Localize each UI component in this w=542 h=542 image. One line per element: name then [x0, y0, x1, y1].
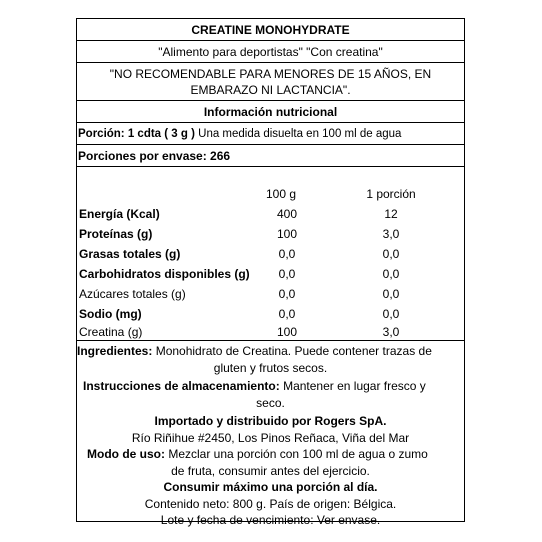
- portion-desc: Una medida disuelta en 100 ml de agua: [194, 128, 402, 140]
- nutrient-portion-fat: 0,0: [382, 247, 400, 261]
- nutrient-name-sugars: Azúcares totales (g): [79, 287, 186, 301]
- storage-label: Instrucciones de almacenamiento:: [83, 379, 280, 393]
- nutrient-name-energy: Energía (Kcal): [79, 207, 160, 221]
- nutrient-100g-sugars: 0,0: [278, 287, 296, 301]
- col-header-100g: 100 g: [265, 187, 297, 201]
- net-content-text: Contenido neto: 800 g. País de origen: Bélgica.: [144, 496, 397, 511]
- nutrient-table: [77, 167, 464, 341]
- nutrient-100g-protein: 100: [276, 227, 298, 241]
- nutrient-portion-creatine: 3,0: [382, 325, 400, 339]
- servings-row: [77, 145, 464, 167]
- info-header: [77, 101, 464, 123]
- nutrient-name-fat: Grasas totales (g): [79, 247, 181, 261]
- product-subtitle-text: "Alimento para deportistas" "Con creatina": [158, 45, 383, 59]
- product-subtitle: [77, 41, 464, 63]
- nutrient-portion-carbs: 0,0: [382, 267, 400, 281]
- info-header-text: Información nutricional: [203, 105, 338, 119]
- nutrient-name-sodium: Sodio (mg): [79, 307, 142, 321]
- portion-row: [77, 123, 464, 145]
- usage-label: Modo de uso:: [87, 447, 165, 461]
- product-title-text: CREATINE MONOHYDRATE: [191, 23, 350, 37]
- nutrient-name-protein: Proteínas (g): [79, 227, 153, 241]
- nutrient-100g-creatine: 100: [276, 325, 298, 339]
- warning-box: [77, 63, 464, 101]
- lot-text: Lote y fecha de vencimiento: Ver envase.: [160, 513, 381, 527]
- usage-text-1: Mezclar una porción con 100 ml de agua o zumo: [165, 447, 428, 461]
- storage-line-1: [77, 378, 464, 395]
- nutrient-name-creatine: Creatina (g): [79, 325, 143, 339]
- nutrient-100g-carbs: 0,0: [278, 267, 296, 281]
- storage-text-1: Mantener en lugar fresco y: [279, 379, 426, 393]
- usage-line-1: [77, 446, 464, 463]
- address-text: Río Riñihue #2450, Los Pinos Reñaca, Viña del Mar: [131, 430, 410, 445]
- usage-text-2: de fruta, consumir antes del ejercicio.: [171, 463, 370, 478]
- nutrient-portion-energy: 12: [384, 207, 398, 221]
- nutrition-label: [76, 18, 465, 527]
- col-header-portion: 1 porción: [366, 187, 416, 201]
- ingredients-text-2: gluten y frutos secos.: [213, 360, 328, 375]
- nutrient-100g-fat: 0,0: [278, 247, 296, 261]
- nutrient-portion-sugars: 0,0: [382, 287, 400, 301]
- ingredients-label: Ingredientes:: [77, 344, 153, 358]
- nutrient-100g-sodium: 0,0: [278, 307, 296, 321]
- ingredients-line-1: [77, 343, 464, 360]
- nutrient-name-carbs: Carbohidratos disponibles (g): [79, 267, 250, 281]
- portion-label: Porción: 1 cdta ( 3 g ): [78, 128, 195, 140]
- footer-block: [77, 341, 464, 527]
- storage-text-2: seco.: [256, 395, 285, 410]
- importer-text: Importado y distribuido por Rogers SpA.: [154, 414, 387, 428]
- nutrient-100g-energy: 400: [276, 207, 298, 221]
- ingredients-text-1: Monohidrato de Creatina. Puede contener trazas de: [152, 344, 432, 358]
- nutrient-portion-protein: 3,0: [382, 227, 400, 241]
- servings-text: Porciones por envase: 266: [78, 149, 231, 163]
- warning-line-2: EMBARAZO NI LACTANCIA".: [190, 83, 351, 97]
- max-portion-text: Consumir máximo una porción al día.: [163, 480, 378, 494]
- nutrient-portion-sodium: 0,0: [382, 307, 400, 321]
- product-title: [77, 19, 464, 41]
- warning-line-1: "NO RECOMENDABLE PARA MENORES DE 15 AÑOS, EN: [109, 67, 432, 81]
